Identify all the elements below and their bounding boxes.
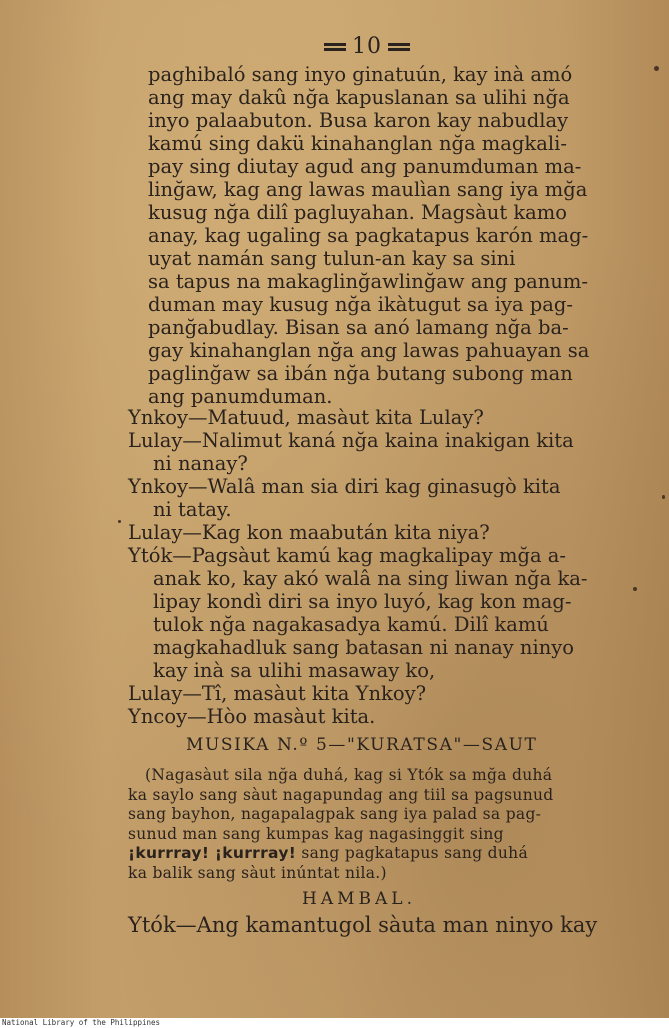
paragraph-line: kusug nğa dilî pagluyahan. Magsàut kamo [148,201,568,224]
shout-text: ¡kurrray! ¡kurrray! [128,844,297,862]
dialogue-line: magkahadluk sang batasan ni nanay ninyo [153,636,575,659]
music-heading: MUSIKA N.º 5—"KURATSA"—SAUT [186,735,538,755]
final-dialogue-line: Ytók—Ang kamantugol sàuta man ninyo kay [128,913,598,937]
paragraph-line: uyat namán sang tulun-an kay sa sini [148,247,516,270]
paragraph-line: inyo palaabuton. Busa karon kay nabudlay [148,109,569,132]
paragraph-line: paghibaló sang inyo ginatuún, kay inà amó [148,63,573,86]
dialogue-line: Ytók—Pagsàut kamú kag magkalipay mğa a- [128,544,567,567]
dialogue-line: Yncoy—Hòo masàut kita. [128,705,376,728]
paper-speck [662,495,665,499]
footer-credit: National Library of the Philippines [2,1018,161,1027]
paper-speck [633,587,637,591]
dialogue-line: Lulay—Tî, masàut kita Ynkoy? [128,682,427,705]
dialogue-line: kay inà sa ulihi masaway ko, [153,659,436,682]
paragraph-line: pay sing diutay agud ang panumduman ma- [148,155,582,178]
page-number-rule-right [388,43,410,46]
stage-line: (Nagasàut sila nğa duhá, kag si Ytók sa mğa duhá [145,766,553,784]
stage-line: sunud man sang kumpas kag nagasinggit sing [128,824,504,843]
paragraph-line: anay, kag ugaling sa pagkatapus karón mag- [148,224,589,247]
paragraph-line: paglinğaw sa ibán nğa butang subong man [148,362,573,385]
dialogue-line: ni tatay. [153,498,232,521]
page-number-rule-left [324,43,346,46]
paragraph-line: kamú sing dakü kinahanglan nğa magkali- [148,132,567,155]
paper-speck [118,520,121,523]
dialogue-line: Lulay—Kag kon maabután kita niya? [128,521,490,544]
dialogue-line: Ynkoy—Matuud, masàut kita Lulay? [128,406,484,429]
dialogue-line: anak ko, kay akó walâ na sing liwan nğa ka- [153,567,588,590]
paragraph-line: ang panumduman. [148,385,333,408]
footer-bar [0,1018,669,1028]
paper-speck [654,66,659,71]
paragraph-line: linğaw, kag ang lawas maulìan sang iya mğa [148,178,588,201]
stage-line: ka saylo sang sàut nagapundag ang tiil sa pagsunud [128,785,554,804]
page-number [318,34,416,59]
page-number-text: 10 [352,34,382,59]
dialogue-line: tulok nğa nagakasadya kamú. Dilî kamú [153,613,549,636]
dialogue-line: Lulay—Nalimut kaná nğa kaina inakigan kita [128,429,574,452]
paragraph-line: sa tapus na makaglinğawlinğaw ang panum- [148,270,588,293]
dialogue-line: lipay kondì diri sa inyo luyó, kag kon mag- [153,590,572,613]
stage-line: ka balik sang sàut inúntat nila.) [128,863,387,882]
hambal-heading: HAMBAL. [302,889,416,909]
stage-line: sang bayhon, nagapalagpak sang iya palad sa pag- [128,805,542,823]
paragraph-line: panğabudlay. Bisan sa anó lamang nğa ba- [148,316,569,339]
stage-line [128,844,528,864]
stage-line-rest: sang pagkatapus sang duhá [296,844,528,862]
paragraph-line: gay kinahanglan nğa ang lawas pahuayan sa [148,339,590,362]
dialogue-line: ni nanay? [153,452,248,475]
paragraph-line: duman may kusug nğa ikàtugut sa iya pag- [148,293,573,316]
paragraph-line: ang may dakû nğa kapuslanan sa ulihi nğa [148,86,570,109]
dialogue-line: Ynkoy—Walâ man sia diri kag ginasugò kita [128,475,561,498]
